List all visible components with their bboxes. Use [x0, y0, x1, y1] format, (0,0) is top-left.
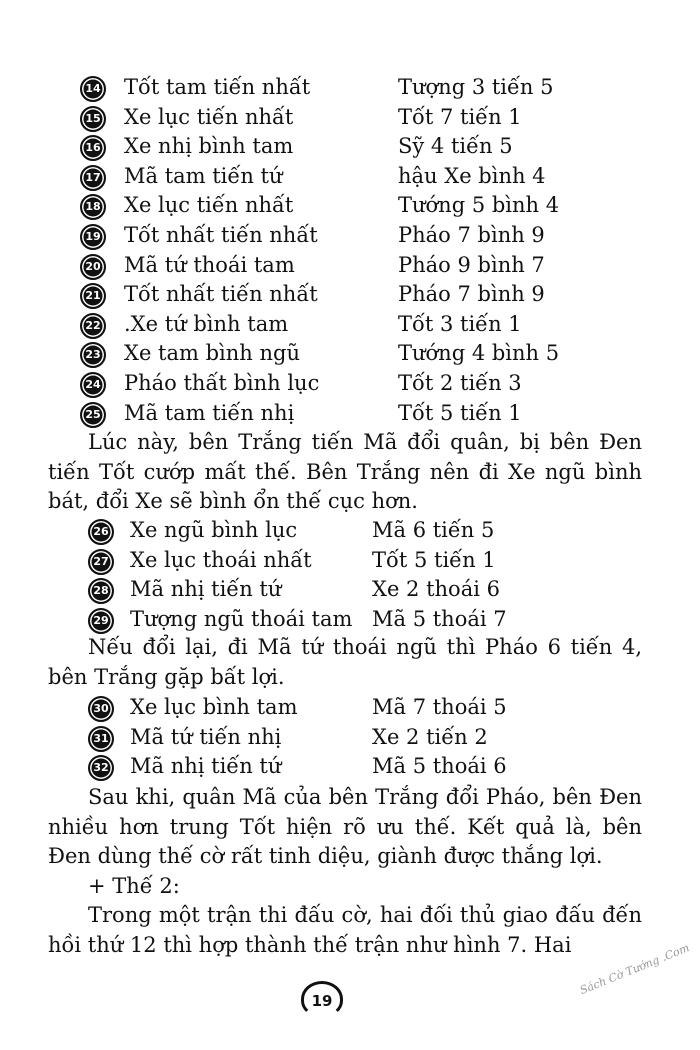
- move-black: Tượng 3 tiến 5: [398, 75, 554, 99]
- paragraph-1: [48, 428, 642, 517]
- move-black: Tốt 3 tiến 1: [398, 311, 522, 336]
- move-row: [80, 102, 640, 132]
- move-red: Pháo thất bình lục: [124, 371, 320, 395]
- move-number: 25: [80, 402, 106, 428]
- move-row: [88, 515, 648, 545]
- move-row: [80, 368, 640, 398]
- move-number: 29: [88, 608, 114, 634]
- move-row: [80, 398, 640, 428]
- move-number: 16: [80, 135, 106, 161]
- move-red: Xe lục thoái nhất: [130, 547, 312, 572]
- move-black: Pháo 7 bình 9: [398, 223, 545, 247]
- move-number: 20: [80, 254, 106, 280]
- move-row: [80, 250, 640, 280]
- paragraph-2-text: Nếu đổi lại, đi Mã tứ thoái ngũ thì Pháo 6 tiến 4, bên Trắng gặp bất lợi.: [48, 635, 642, 689]
- move-number: 15: [80, 106, 106, 132]
- move-black: Mã 5 thoái 7: [372, 606, 507, 631]
- move-red: Tốt tam tiến nhất: [124, 75, 311, 99]
- move-red: Xe tam bình ngũ: [124, 341, 300, 366]
- move-black: Pháo 9 bình 7: [398, 252, 545, 277]
- move-black: Tốt 5 tiến 1: [398, 400, 522, 425]
- move-row: [80, 72, 640, 102]
- move-red: Xe lục tiến nhất: [124, 104, 294, 129]
- move-number: 26: [88, 519, 114, 545]
- paragraph-1-text: Lúc này, bên Trắng tiến Mã đổi quân, bị bên Đen tiến Tốt cướp mất thế. Bên Trắng nên đi Xe ngũ bình bát, đổi Xe sẽ bình ổn thế cục hơn.: [48, 430, 642, 513]
- move-red: Tốt nhất tiến nhất: [124, 223, 318, 247]
- move-black: hậu Xe bình 4: [398, 163, 546, 188]
- section-heading: + Thế 2:: [88, 874, 180, 898]
- move-row: [88, 722, 648, 752]
- move-number: 28: [88, 578, 114, 604]
- paragraph-3: [48, 783, 642, 872]
- move-row: [88, 574, 648, 604]
- move-red: .Xe tứ bình tam: [124, 311, 289, 336]
- move-number: 17: [80, 165, 106, 191]
- move-number: 14: [80, 76, 106, 102]
- move-black: Tốt 7 tiến 1: [398, 104, 522, 129]
- move-black: Mã 6 tiến 5: [372, 518, 495, 542]
- move-red: Mã tứ tiến nhị: [130, 724, 282, 749]
- move-number: 21: [80, 283, 106, 309]
- move-black: Tướng 4 bình 5: [398, 341, 560, 366]
- move-red: Mã nhị tiến tứ: [130, 577, 282, 602]
- move-number: 22: [80, 313, 106, 339]
- move-number: 19: [80, 224, 106, 250]
- move-red: Tượng ngũ thoái tam: [130, 606, 353, 631]
- paragraph-3-text: Sau khi, quân Mã của bên Trắng đổi Pháo, bên Đen nhiều hơn trung Tốt hiện rõ ưu thế. Kết quả là, bên Đen dùng thế cờ rất tinh diệu, giành được thắng lợi.: [48, 785, 642, 868]
- move-row: [80, 131, 640, 161]
- move-red: Mã tam tiến tứ: [124, 163, 283, 188]
- move-black: Sỹ 4 tiến 5: [398, 134, 513, 159]
- move-number: 24: [80, 372, 106, 398]
- move-black: Xe 2 tiến 2: [372, 724, 488, 749]
- move-black: Pháo 7 bình 9: [398, 282, 545, 307]
- watermark: Sách Cờ Tướng .Com: [578, 941, 692, 998]
- move-red: Mã tứ thoái tam: [124, 252, 295, 277]
- move-number: 23: [80, 342, 106, 368]
- move-number: 32: [88, 755, 114, 781]
- move-row: [80, 338, 640, 368]
- move-row: [88, 692, 648, 722]
- move-black: Xe 2 thoái 6: [372, 577, 500, 602]
- move-red: Xe lục tiến nhất: [124, 193, 294, 218]
- move-row: [88, 751, 648, 781]
- move-black: Tốt 5 tiến 1: [372, 547, 496, 572]
- move-red: Xe ngũ bình lục: [130, 518, 298, 542]
- move-row: [80, 161, 640, 191]
- paragraph-4: [48, 901, 642, 960]
- move-row: [80, 220, 640, 250]
- move-number: 31: [88, 726, 114, 752]
- move-number: 30: [88, 696, 114, 722]
- move-number: 27: [88, 549, 114, 575]
- move-number: 18: [80, 194, 106, 220]
- page-number: 19: [301, 981, 343, 1017]
- move-black: Mã 7 thoái 5: [372, 695, 507, 719]
- move-row: [80, 309, 640, 339]
- move-row: [88, 604, 648, 634]
- paragraph-2: [48, 633, 642, 692]
- paragraph-4-text: Trong một trận thi đấu cờ, hai đối thủ giao đấu đến hồi thứ 12 thì hợp thành thế trận như hình 7. Hai: [48, 903, 642, 957]
- move-red: Xe nhị bình tam: [124, 134, 294, 159]
- move-black: Mã 5 thoái 6: [372, 754, 507, 779]
- move-black: Tốt 2 tiến 3: [398, 371, 522, 395]
- move-red: Tốt nhất tiến nhất: [124, 282, 318, 307]
- move-red: Mã tam tiến nhị: [124, 400, 295, 425]
- move-red: Mã nhị tiến tứ: [130, 754, 282, 779]
- move-row: [80, 279, 640, 309]
- move-row: [80, 190, 640, 220]
- move-red: Xe lục bình tam: [130, 695, 298, 719]
- move-black: Tướng 5 bình 4: [398, 193, 560, 218]
- move-row: [88, 545, 648, 575]
